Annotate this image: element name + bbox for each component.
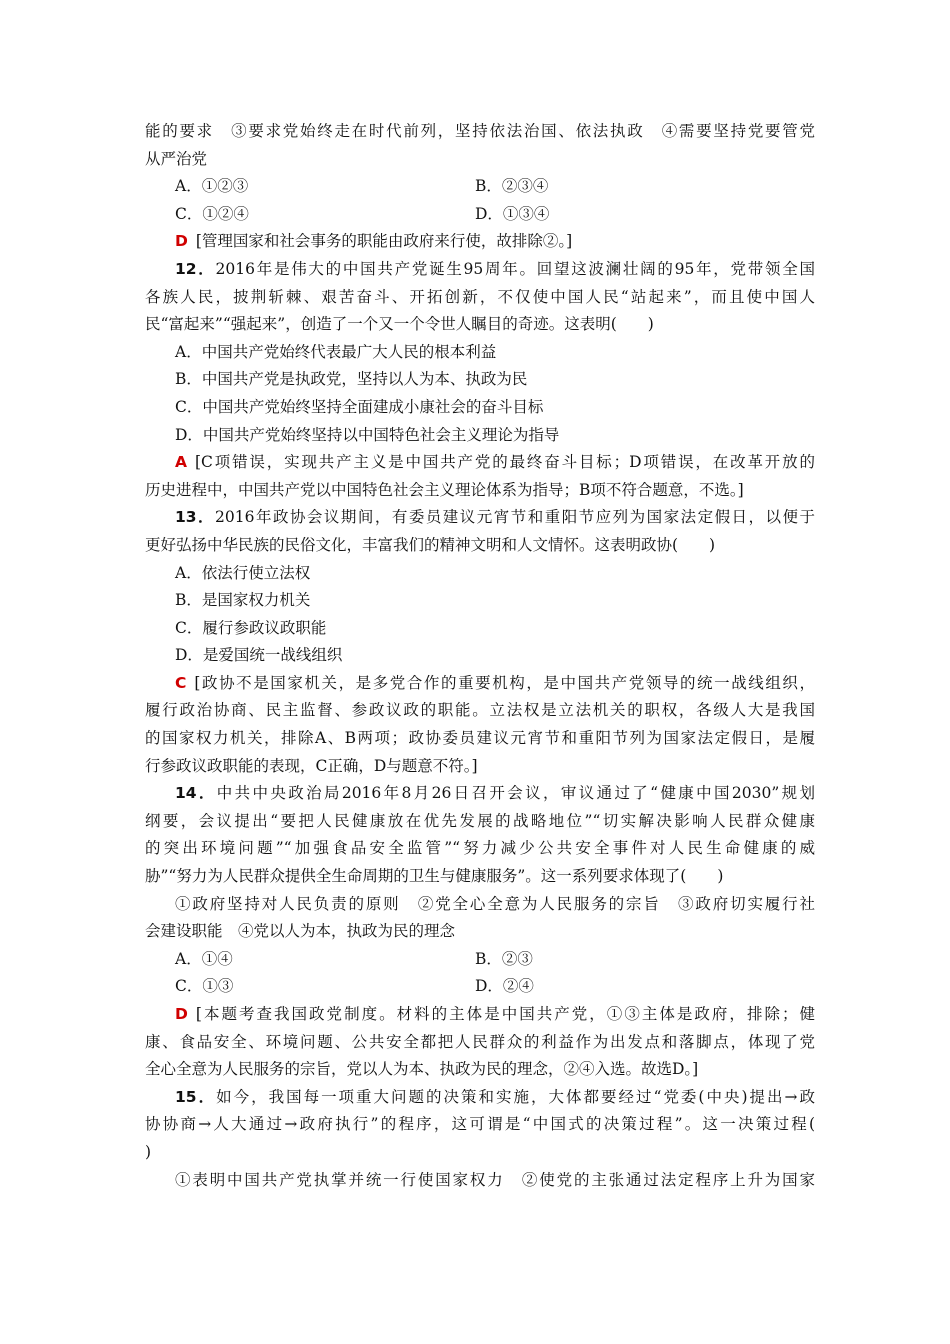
answer-letter: A [175,453,187,472]
explanation-line: 行参政议政职能的表现，C正确，D与题意不符。] [145,756,478,775]
answer-line [145,228,815,256]
explanation-line: 履行政治协商、民主监督、参政议政的职能。立法权是立法机关的职权，各级人大是我国 [145,701,815,720]
answer-letter: D [175,232,188,251]
option-b: B．是国家权力机关 [175,591,311,610]
option-d: D．中国共产党始终坚持以中国特色社会主义理论为指导 [175,425,560,444]
options-row [145,973,815,1001]
explanation-line: 历史进程中，中国共产党以中国特色社会主义理论体系为指导；B项不符合题意，不选。] [145,480,744,499]
question-text-line: 各族人民，披荆斩棘、艰苦奋斗、开拓创新，不仅使中国人民“站起来”，而且使中国人 [145,287,815,306]
option-a: A．①②③ [175,177,249,196]
question-text-line [145,780,815,808]
question-13 [145,504,815,780]
option-c: C．中国共产党始终坚持全面建成小康社会的奋斗目标 [175,397,544,416]
explanation-line: 的国家权力机关，排除A、B两项；政协委员建议元宵节和重阳节列为国家法定假日，是履 [145,729,815,748]
explanation-text: [C项错误，实现共产主义是中国共产党的最终奋斗目标；D项错误，在改革开放的 [195,453,815,472]
answer-letter: C [175,673,187,692]
question-text-line [145,504,815,532]
question-text-line [145,1084,815,1112]
question-12 [145,256,815,504]
options-row [145,173,815,201]
question-number: 12． [175,259,216,278]
statements-line: ①政府坚持对人民负责的原则 ②党全心全意为人民服务的宗旨 ③政府切实履行社 [175,894,815,913]
explanation-text: [管理国家和社会事务的职能由政府来行使，故排除②。] [195,232,573,251]
question-14 [145,780,815,1084]
question-text-line [145,256,815,284]
option-d: D．②④ [475,977,534,996]
question-text-line: 的突出环境问题”“加强食品安全监管”“努力减少公共安全事件对人民生命健康的威 [145,839,815,858]
question-text-line: 从严治党 [145,149,208,168]
option-d: D．是爱国统一战线组织 [175,646,343,665]
option-c: C．①③ [175,977,234,996]
options-row [145,946,815,974]
option-a: A．中国共产党始终代表最广大人民的根本利益 [175,342,497,361]
option-b: B．②③④ [475,177,549,196]
explanation-text: [本题考查我国政党制度。材料的主体是中国共产党，①③主体是政府，排除；健 [195,1005,815,1023]
answer-letter: D [175,1005,188,1023]
option-b: B．中国共产党是执政党，坚持以人为本、执政为民 [175,370,528,389]
question-number: 13． [175,508,216,527]
option-a: A．依法行使立法权 [175,563,311,582]
options-row [145,201,815,229]
question-text-line: ) [145,1142,152,1161]
explanation-line: 全心全意为人民服务的宗旨，党以人为本、执政为民的理念，②④入选。故选D。] [145,1060,699,1079]
question-15 [145,1084,815,1194]
question-number: 14． [175,784,217,803]
statements-line: ①表明中国共产党执掌并统一行使国家权力 ②使党的主张通过法定程序上升为国家 [175,1170,815,1189]
statements-line: 会建设职能 ④党以人为本，执政为民的理念 [145,922,456,941]
explanation-line: 康、食品安全、环境问题、公共安全都把人民群众的利益作为出发点和落脚点，体现了党 [145,1032,815,1051]
option-a: A．①④ [175,949,233,968]
question-11 [145,118,815,256]
question-number: 15． [175,1087,217,1106]
question-text-line: 协协商→人大通过→政府执行”的程序，这可谓是“中国式的决策过程”。这一决策过程( [145,1115,815,1134]
question-text-line: 更好弘扬中华民族的民俗文化，丰富我们的精神文明和人文情怀。这表明政协( ) [145,535,716,554]
explanation-text: [政协不是国家机关，是多党合作的重要机构，是中国共产党领导的统一战线组织， [194,673,815,692]
question-text-line: 纲要，会议提出“要把人民健康放在优先发展的战略地位”“切实解决影响人民群众健康 [145,811,815,830]
question-text-line: 能的要求 ③要求党始终走在时代前列，坚持依法治国、依法执政 ④需要坚持党要管党 [145,122,815,140]
question-text-line: 民“富起来”“强起来”，创造了一个又一个令世人瞩目的奇迹。这表明( ) [145,315,654,334]
option-c: C．①②④ [175,204,249,223]
option-b: B．②③ [475,949,533,968]
answer-line [145,449,815,477]
answer-line [145,670,815,698]
question-text: 如今，我国每一项重大问题的决策和实施，大体都要经过“党委(中央)提出→政 [216,1087,815,1106]
question-text: 2016年是伟大的中国共产党诞生95周年。回望这波澜壮阔的95年，党带领全国 [215,259,815,278]
answer-line [145,1001,815,1029]
document-page [145,118,815,1194]
question-text-line: 胁”“努力为人民群众提供全生命周期的卫生与健康服务”。这一系列要求体现了( ) [145,867,724,886]
question-text: 中共中央政治局2016年8月26日召开会议，审议通过了“健康中国2030”规划 [216,784,815,803]
question-text: 2016年政协会议期间，有委员建议元宵节和重阳节应列为国家法定假日，以便于 [215,508,815,527]
option-c: C．履行参政议政职能 [175,618,327,637]
option-d: D．①③④ [475,204,550,223]
